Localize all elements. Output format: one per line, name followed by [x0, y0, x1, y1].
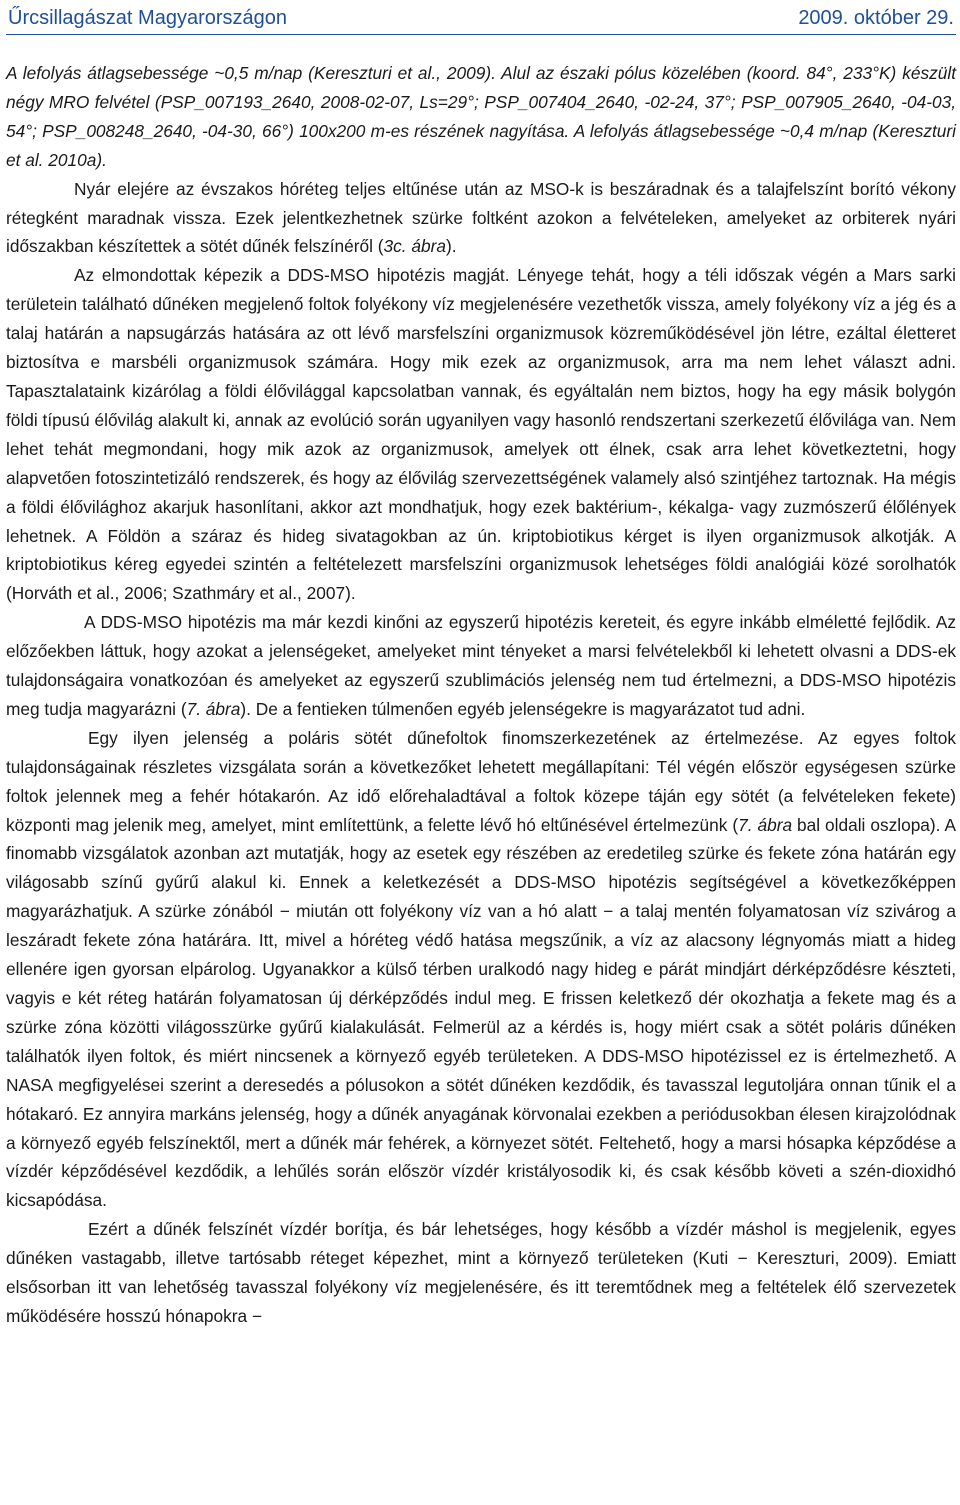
figure-reference: 7. ábra [738, 814, 793, 835]
paragraph-2: Az elmondottak képezik a DDS-MSO hipotézis magját. Lényege tehát, hogy a téli időszak végén a Mars sarki területein található dűnéken megjelenő foltok folyékony víz megjelenésére vezethetők vissza, amely folyékony víz a jég és a talaj határán a napsugárzás hatására az ott lévő marsfelszíni organizmusok közreműködésével jön létre, ezáltal életteret biztosítva e marsbéli organizmusok számára. Hogy mik ezek az organizmusok, arra ma nem lehet választ adni. Tapasztalataink kizárólag a földi élővilággal kapcsolatban vannak, és egyáltalán nem biztos, hogy ha egy másik bolygón földi típusú élővilág alakult ki, annak az evolúció során ugyanilyen vagy hasonló rendszertani szerkezetű élővilága van. Nem lehet tehát megmondani, hogy mik azok az organizmusok, amelyek ott élnek, csak arra lehet következtetni, hogy alapvetően fotoszintetizáló rendszerek, és hogy az élővilág szervezettségének valamely alsó szintjéhez tartoznak. Ha mégis a földi élővilághoz akarjuk hasonlítani, akkor azt mondhatjuk, hogy ezek baktérium-, kékalga- vagy zuzmószerű élőlények lehetnek. A Földön a száraz és hideg sivatagokban az ún. kriptobiotikus kérget is ilyen organizmusok alkotják. A kriptobiotikus kéreg egyedei szintén a feltételezett marsfelszíni organizmusok lehetséges földi analógiái közé sorolhatók (Horváth et al., 2006; Szathmáry et al., 2007). [6, 265, 956, 604]
document-page [6, 0, 956, 1331]
figure-caption: A lefolyás átlagsebessége ~0,5 m/nap (Kereszturi et al., 2009). Alul az északi pólus közelében (koord. 84°, 233°K) készült négy MRO felvétel (PSP_007193_2640, 2008-02-07, Ls=29°; PSP_007404_2640, -02-24, 37°; PSP_007905_2640, -04-03, 54°; PSP_008248_2640, -04-30, 66°) 100x200 m-es részének nagyítása. A lefolyás átlagsebessége ~0,4 m/nap (Kereszturi et al. 2010a). [6, 63, 956, 170]
header-title: Űrcsillagászat Magyarországon [8, 7, 288, 29]
paragraph-3-text: A DDS-MSO hipotézis ma már kezdi kinőni az egyszerű hipotézis kereteit, és egyre inkább elméletté fejlődik. Az előzőekben láttuk, hogy azokat a jelenségeket, amelyeket mint tényeket a marsi felvételekből ki lehetett olvasni a DDS-ek tulajdonságaira vonatkozóan és amelyeket az egyszerű szublimációs jelenség nem tud értelmezni, a DDS-MSO hipotézis meg tudja magyarázni ( [6, 612, 956, 719]
paragraph-3 [6, 608, 956, 724]
paragraph-1-end: ). [445, 236, 457, 257]
paragraph-1 [6, 175, 956, 262]
figure-reference: 7. ábra [186, 698, 241, 719]
body-text [6, 59, 956, 1331]
header-divider [6, 34, 956, 35]
paragraph-4-end: bal oldali oszlopa). A finomabb vizsgálatok azonban azt mutatják, hogy az esetek egy részében az eredetileg szürke és fekete zóna határán egy világosabb színű gyűrű alakul ki. Ennek a keletkezését a DDS-MSO hipotézis segítségével a következőképpen magyarázhatjuk. A szürke zónából − miután ott folyékony víz van a hó alatt − a talaj mentén folyamatosan víz szivárog a leszáradt fekete zóna határára. Itt, mivel a hóréteg védő hatása megszűnik, a víz az alacsony légnyomás miatt a hideg ellenére igen gyorsan elpárolog. Ugyanakkor a külső térben uralkodó nagy hideg e párát mindjárt dérképződésre készteti, vagyis e két réteg határán folyamatosan új dérképződés indul meg. E frissen keletkező dér okozhatja a fekete mag és a szürke zóna közötti világosszürke gyűrű kialakulását. Felmerül az a kérdés is, hogy miért csak a sötét poláris dűnéken találhatók ilyen foltok, és miért nincsenek a környező egyéb területeken. A DDS-MSO hipotézissel ez is értelmezhető. A NASA megfigyelései szerint a deresedés a pólusokon a sötét dűnéken kezdődik, és tavasszal legutoljára onnan tűnik el a hótakaró. Ez annyira markáns jelenség, hogy a dűnék anyagának körvonalai ezekben a periódusokban élesen kirajzolódnak a környező egyéb felszínektől, mert a dűnék már fehérek, a környezet sötét. Feltehető, hogy a marsi hósapka képződése a vízdér képződésével kezdődik, a lehűlés során először vízdér kristályosodik ki, és csak később követi a szén-dioxidhó kicsapódása. [6, 814, 957, 1211]
paragraph-3-end: ). De a fentieken túlmenően egyéb jelenségekre is magyarázatot tud adni. [240, 698, 806, 719]
paragraph-1-text: Nyár elejére az évszakos hóréteg teljes eltűnése után az MSO-k is beszáradnak és a talajfelszínt borító vékony rétegként maradnak vissza. Ezek jelentkezhetnek szürke foltként azokon a felvételeken, amelyeket az orbiterek nyári időszakban készítettek a sötét dűnék felszínéről ( [6, 178, 956, 257]
figure-reference: 3c. ábra [383, 236, 446, 257]
paragraph-5: Ezért a dűnék felszínét vízdér borítja, és bár lehetséges, hogy később a vízdér máshol is megjelenik, egyes dűnéken vastagabb, illetve tartósabb réteget képezhet, mint a környező területeken (Kuti − Kereszturi, 2009). Emiatt elsősorban itt van lehetőség tavasszal folyékony víz megjelenésére, és itt teremtődnek meg a feltételek élő szervezetek működésére hosszú hónapokra − [6, 1219, 956, 1326]
paragraph-4 [6, 724, 956, 1215]
paragraph-4-text: Egy ilyen jelenség a poláris sötét dűnefoltok finomszerkezetének az értelmezése. Az egyes foltok tulajdonságainak részletes vizsgálata során a következőket lehetett megállapítani: Tél végén először egységesen szürke foltok jelennek meg a fehér hótakarón. Az idő előrehaladtával a foltok közepe táján egy sötét (a felvételeken fekete) központi mag jelenik meg, amelyet, mint említettünk, a felette lévő hó eltűnésével értelmezünk ( [6, 727, 956, 835]
running-header [6, 0, 956, 30]
header-date: 2009. október 29. [798, 7, 954, 29]
